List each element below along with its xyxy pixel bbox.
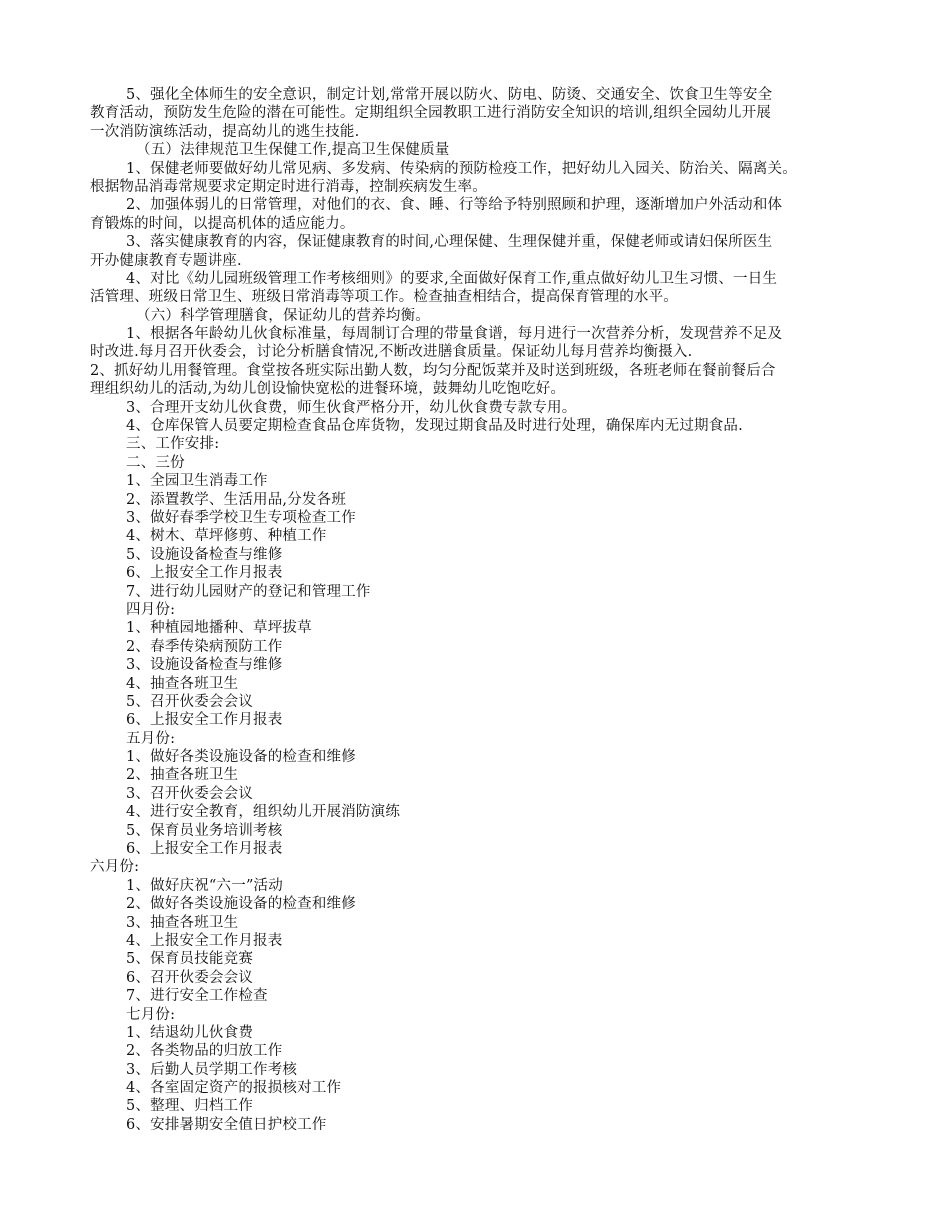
list-item: 1、全园卫生消毒工作 (126, 473, 268, 490)
paragraph-line: 活管理、班级日常卫生、班级日常消毒等项工作。检查抽查相结合，提高保育管理的水平。 (90, 289, 678, 306)
paragraph-line: 育锻炼的时间，以提高机体的适应能力。 (90, 215, 355, 232)
list-item: 5、整理、归档工作 (126, 1098, 254, 1115)
list-item: 3、做好春季学校卫生专项检查工作 (126, 509, 356, 526)
list-item: 6、安排暑期安全值日护校工作 (126, 1116, 327, 1133)
list-item: 6、召开伙委会会议 (126, 969, 254, 986)
month-heading: 七月份: (126, 1006, 176, 1023)
paragraph-line: 2、抓好幼儿用餐管理。食堂按各班实际出勤人数，均匀分配饭菜并及时送到班级，各班老师在餐前餐后合 (90, 362, 776, 379)
paragraph-line: 一次消防演练活动，提高幼儿的逃生技能. (90, 123, 360, 140)
list-item: 4、抽查各班卫生 (126, 675, 239, 692)
paragraph-line: 教育活动，预防发生危险的潜在可能性。定期组织全园教职工进行消防安全知识的培训,组织全园幼儿开展 (90, 105, 772, 122)
document-body (90, 86, 870, 1134)
paragraph-line: 3、落实健康教育的内容，保证健康教育的时间,心理保健、生理保健并重，保健老师或请妇保所医生 (126, 234, 773, 251)
list-item: 5、保育员技能竞赛 (126, 951, 254, 968)
list-item: 1、做好各类设施设备的检查和维修 (126, 749, 356, 766)
paragraph-line: 根据物品消毒常规要求定期定时进行消毒，控制疾病发生率。 (90, 178, 487, 195)
list-item: 6、上报安全工作月报表 (126, 565, 283, 582)
list-item: 5、设施设备检查与维修 (126, 546, 283, 563)
list-item: 2、春季传染病预防工作 (126, 638, 283, 655)
list-item: 3、后勤人员学期工作考核 (126, 1061, 298, 1078)
month-heading: 六月份: (90, 859, 140, 876)
month-heading: 二、三份 (126, 454, 185, 471)
list-item: 1、做好庆祝“六一”活动 (126, 877, 283, 894)
paragraph-line: 5、强化全体师生的安全意识，制定计划,常常开展以防火、防电、防烫、交通安全、饮食卫生等安全 (126, 87, 773, 103)
list-item: 5、保育员业务培训考核 (126, 822, 283, 839)
paragraph-line: 1、根据各年龄幼儿伙食标准量，每周制订合理的带量食谱，每月进行一次营养分析，发现营养不足及 (126, 326, 783, 343)
list-item: 3、抽查各班卫生 (126, 914, 239, 931)
list-item: 6、上报安全工作月报表 (126, 841, 283, 858)
paragraph-line: 2、加强体弱儿的日常管理，对他们的衣、食、睡、行等给予特别照顾和护理，逐渐增加户外活动和体 (126, 197, 783, 214)
paragraph-line: 1、保健老师要做好幼儿常见病、多发病、传染病的预防检疫工作，把好幼儿入园关、防治关、隔离关。 (126, 160, 797, 177)
paragraph-line: 4、仓库保管人员要定期检查食品仓库货物，发现过期食品及时进行处理，确保库内无过期食品. (126, 418, 743, 435)
paragraph-line: 3、合理开支幼儿伙食费，师生伙食严格分开，幼儿伙食费专款专用。 (126, 399, 577, 416)
list-item: 7、进行幼儿园财产的登记和管理工作 (126, 583, 371, 600)
paragraph-line: 时改进.每月召开伙委会，讨论分析膳食情况,不断改进膳食质量。保证幼儿每月营养均衡摄入. (90, 344, 693, 361)
paragraph-line: 开办健康教育专题讲座. (90, 252, 242, 269)
list-item: 2、做好各类设施设备的检查和维修 (126, 896, 356, 913)
list-item: 4、进行安全教育，组织幼儿开展消防演练 (126, 804, 401, 821)
list-item: 7、进行安全工作检查 (126, 988, 268, 1005)
paragraph-line: 理组织幼儿的活动,为幼儿创设愉快宽松的进餐环境，鼓舞幼儿吃饱吃好。 (90, 381, 566, 398)
list-item: 4、上报安全工作月报表 (126, 932, 283, 949)
section-heading: 三、工作安排: (126, 436, 220, 453)
list-item: 2、添置教学、生活用品,分发各班 (126, 491, 347, 508)
list-item: 2、抽查各班卫生 (126, 767, 239, 784)
list-item: 4、各室固定资产的报损核对工作 (126, 1080, 342, 1097)
list-item: 2、各类物品的归放工作 (126, 1043, 283, 1060)
month-heading: 五月份: (126, 730, 176, 747)
list-item: 5、召开伙委会会议 (126, 693, 254, 710)
section-heading: （六）科学管理膳食，保证幼儿的营养均衡。 (136, 307, 430, 324)
list-item: 6、上报安全工作月报表 (126, 712, 283, 729)
list-item: 3、召开伙委会会议 (126, 785, 254, 802)
list-item: 1、结退幼儿伙食费 (126, 1024, 254, 1041)
list-item: 1、种植园地播种、草坪拔草 (126, 620, 312, 637)
list-item: 3、设施设备检查与维修 (126, 657, 283, 674)
list-item: 4、树木、草坪修剪、种植工作 (126, 528, 327, 545)
section-heading: （五）法律规范卫生保健工作,提高卫生保健质量 (136, 142, 450, 159)
paragraph-line: 4、对比《幼儿园班级管理工作考核细则》的要求,全面做好保育工作,重点做好幼儿卫生习惯、一日生 (126, 270, 778, 287)
month-heading: 四月份: (126, 601, 176, 618)
